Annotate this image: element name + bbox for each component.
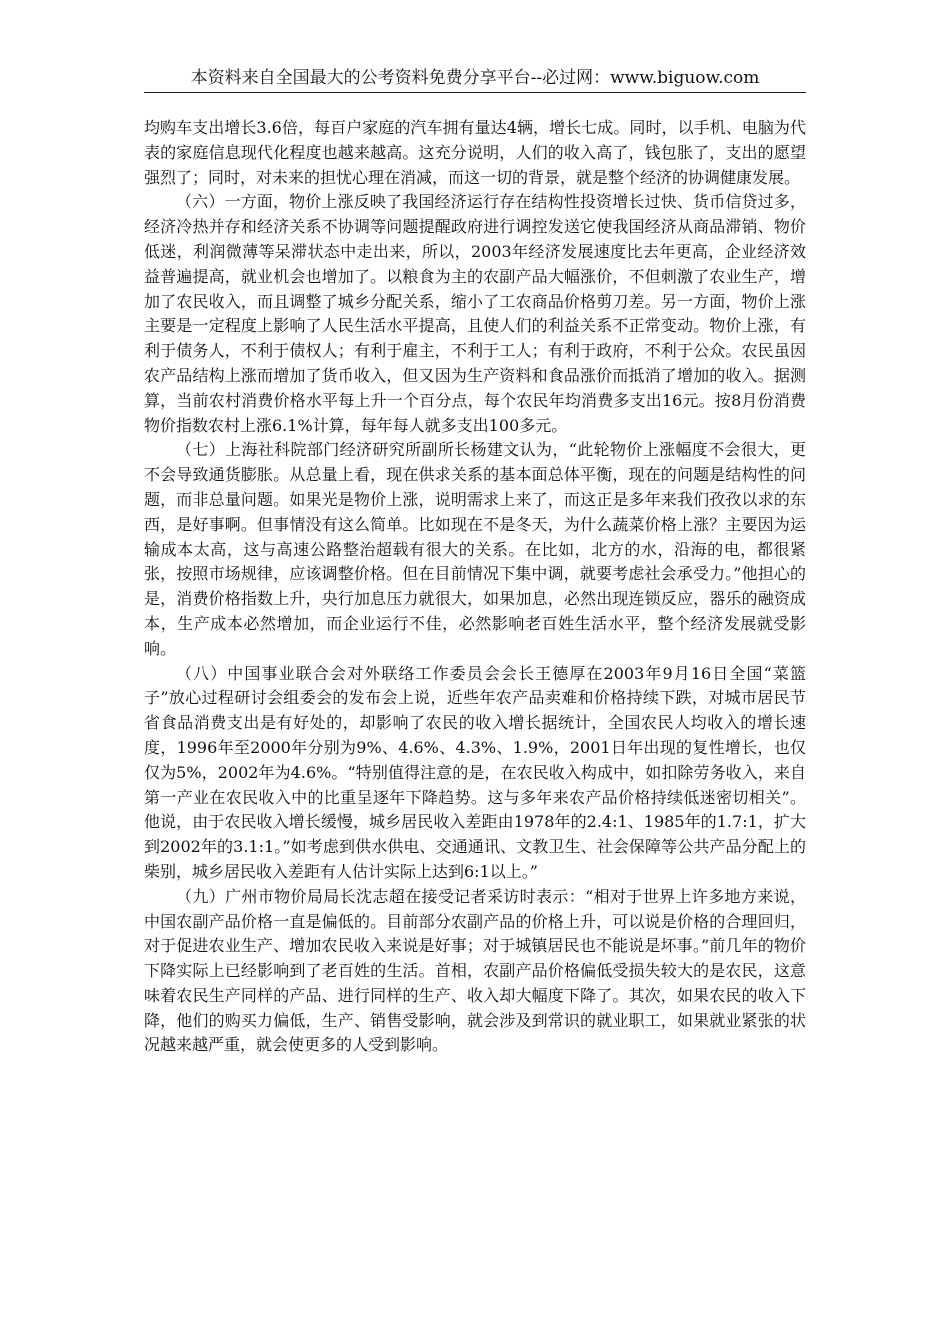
paragraph-continuation: 均购车支出增长3.6倍，每百户家庭的汽车拥有量达4辆，增长七成。同时，以手机、电脑为代表的家庭信息现代化程度也越来越高。这充分说明，人们的收入高了，钱包胀了，支出的愿望强烈了；同时，对未来的担忧心理在消减，而这一切的背景，就是整个经济的协调健康发展。 (144, 118, 806, 187)
document-body (144, 116, 806, 1058)
header-text: 本资料来自全国最大的公考资料免费分享平台--必过网：www.biguow.com (190, 68, 760, 88)
paragraph-6: （六）一方面，物价上涨反映了我国经济运行存在结构性投资增长过快、货币信贷过多，经济冷热并存和经济关系不协调等问题提醒政府进行调控发送它使我国经济从商品滞销、物价低迷，利润微薄等呆滞状态中走出来，所以，2003年经济发展速度比去年更高，企业经济效益普遍提高，就业机会也增加了。以粮食为主的农副产品大幅涨价，不但刺激了农业生产，增加了农民收入，而且调整了城乡分配关系，缩小了工农商品价格剪刀差。另一方面，物价上涨主要是一定程度上影响了人民生活水平提高，且使人们的利益关系不正常变动。物价上涨，有利于债务人，不利于债权人；有利于雇主，不利于工人；有利于政府，不利于公众。农民虽因农产品结构上涨而增加了货币收入，但又因为生产资料和食品涨价而抵消了增加的收入。据测算，当前农村消费价格水平每上升一个百分点，每个农民年均消费多支出16元。按8月份消费物价指数农村上涨6.1%计算，每年每人就多支出100多元。 (144, 192, 806, 435)
paragraph-9: （九）广州市物价局局长沈志超在接受记者采访时表示：“相对于世界上许多地方来说，中国农副产品价格一直是偏低的。目前部分农副产品的价格上升，可以说是价格的合理回归，对于促进农业生产、增加农民收入来说是好事；对于城镇居民也不能说是坏事。”前几年的物价下降实际上已经影响到了老百姓的生活。首相，农副产品价格偏低受损失较大的是农民，这意味着农民生产同样的产品、进行同样的生产、收入却大幅度下降了。其次，如果农民的收入下降，他们的购买力偏低，生产、销售受影响，就会涉及到常识的就业职工，如果就业紧张的状况越来越严重，就会使更多的人受到影响。 (144, 886, 806, 1055)
page-header (144, 66, 806, 93)
paragraph-8: （八）中国事业联合会对外联络工作委员会会长王德厚在2003年9月16日全国“菜篮子”放心过程研讨会组委会的发布会上说，近些年农产品卖难和价格持续下跌，对城市居民节省食品消费支出是有好处的，却影响了农民的收入增长据统计，全国农民人均收入的增长速度，1996年至2000年分别为9%、4.6%、4.3%、1.9%，2001日年出现的复性增长，也仅仅为5%，2002年为4.6%。“特别值得注意的是，在农民收入构成中，如扣除劳务收入，来自第一产业在农民收入中的比重呈逐年下降趋势。这与多年来农产品价格持续低迷密切相关”。他说，由于农民收入增长缓慢，城乡居民收入差距由1978年的2.4:1、1985年的1.7:1，扩大到2002年的3.1:1。”如考虑到供水供电、交通通讯、文教卫生、社会保障等公共产品分配上的柴别，城乡居民收入差距有人估计实际上达到6:1以上。” (144, 663, 806, 881)
paragraph-7: （七）上海社科院部门经济研究所副所长杨建文认为，“此轮物价上涨幅度不会很大，更不会导致通货膨胀。从总量上看，现在供求关系的基本面总体平衡，现在的问题是结构性的问题，而非总量问题。如果光是物价上涨，说明需求上来了，而这正是多年来我们孜孜以求的东西，是好事啊。但事情没有这么简单。比如现在不是冬天，为什么蔬菜价格上涨？主要因为运输成本太高，这与高速公路整治超载有很大的关系。在比如，北方的水，沿海的电，都很紧张，按照市场规律，应该调整价格。但在目前情况下集中调，就要考虑社会承受力。”他担心的是，消费价格指数上升，央行加息压力就很大，如果加息，必然出现连锁反应，器乐的融资成本，生产成本必然增加，而企业运行不佳，必然影响老百姓生活水平，整个经济发展就受影响。 (144, 440, 806, 658)
